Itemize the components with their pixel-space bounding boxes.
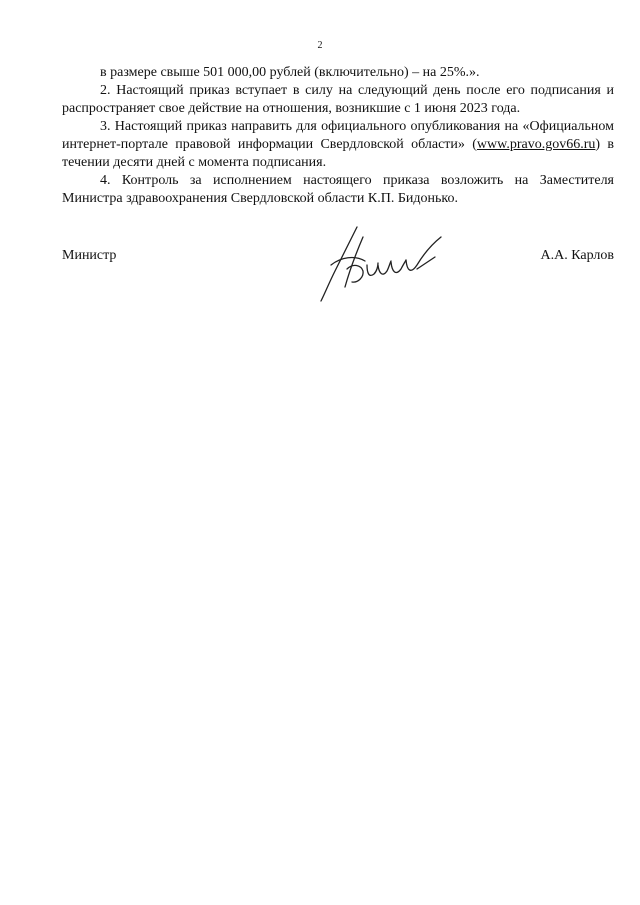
handwritten-signature (317, 225, 457, 305)
paragraph-3-text-start: 3. Настоящий приказ направить для официального опубликования на «Официальном интернет-портале правовой информации Свердловской области» ( (62, 119, 614, 152)
paragraph-2: 2. Настоящий приказ вступает в силу на следующий день после его подписания и распространяет свое действие на отношения, возникшие с 1 июня 2023 года. (62, 83, 614, 116)
paragraph-1: в размере свыше 501 000,00 рублей (включительно) – на 25%.». (100, 65, 480, 80)
signer-name: А.А. Карлов (540, 248, 614, 263)
paragraph-3 (62, 118, 614, 172)
page-number: 2 (317, 40, 323, 51)
signer-title: Министр (62, 248, 117, 263)
paragraph-4: 4. Контроль за исполнением настоящего приказа возложить на Заместителя Министра здравоохранения Свердловской области К.П. Бидонько. (62, 173, 614, 206)
document-body (62, 64, 614, 208)
pravo-link[interactable]: www.pravo.gov66.ru (476, 137, 596, 152)
paragraph-3-text-end: ) в течении десяти дней с момента подписания. (62, 137, 614, 170)
